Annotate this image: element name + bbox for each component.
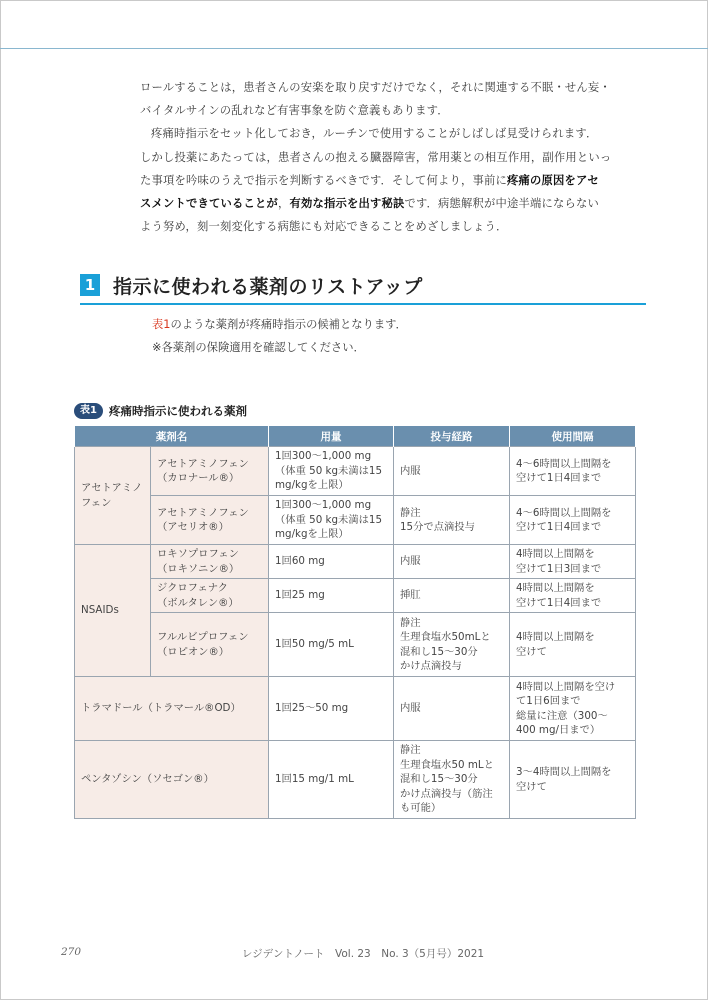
dose	[269, 579, 394, 613]
table-row	[75, 677, 636, 741]
cell-text: ジクロフェナク （ボルタレン®）	[157, 582, 239, 609]
drug-name	[151, 613, 269, 677]
table-caption	[74, 402, 247, 420]
interval	[510, 613, 636, 677]
group-label: アセトアミノフェン	[81, 482, 143, 509]
cell-text: 3～4時間以上間隔を 空けて	[516, 766, 612, 793]
cell-text: 内服	[400, 702, 421, 715]
table-row	[75, 579, 636, 613]
lead-line	[152, 313, 407, 336]
cell-text: フルルビプロフェン （ロピオン®）	[157, 631, 249, 658]
emphasis-text: 有効な指示を出す秘訣	[289, 197, 405, 211]
paragraph-line	[140, 169, 650, 192]
journal-info: レジデントノート Vol. 23 No. 3（5月号）2021	[241, 948, 485, 960]
drug-name	[151, 496, 269, 545]
section-title: 指示に使われる薬剤のリストアップ	[113, 276, 423, 298]
cell-text: 静注 15分で点滴投与	[400, 506, 475, 533]
lead-line-rest: のような薬剤が疼痛時指示の候補となります．	[170, 318, 407, 331]
table-caption-title: 疼痛時指示に使われる薬剤	[108, 404, 247, 418]
table-row	[75, 496, 636, 545]
route	[394, 447, 510, 496]
route	[394, 545, 510, 579]
cell-text: 1回60 mg	[275, 555, 325, 568]
page-number: 270	[61, 946, 82, 958]
drug-name	[151, 579, 269, 613]
table-row	[75, 545, 636, 579]
header-interval: 使用間隔	[510, 426, 636, 447]
interval	[510, 447, 636, 496]
table-badge: 表1	[74, 403, 103, 419]
cell-text: 1回300～1,000 mg （体重 50 kg未満は15 mg/kgを上限）	[275, 450, 383, 492]
dose	[269, 613, 394, 677]
emphasis-text: スメントできていることが	[140, 197, 278, 211]
drug-table	[74, 426, 636, 819]
text-run: です．病態解釈が中途半端にならない	[404, 197, 599, 211]
dose	[269, 545, 394, 579]
table-row	[75, 447, 636, 496]
cell-text: 4時間以上間隔を空け て1日6回まで 総量に注意（300～ 400 mg/日まで）	[516, 680, 616, 736]
table-header-row	[75, 426, 636, 447]
group-nsaids	[75, 545, 151, 677]
drug-name	[151, 447, 269, 496]
group-acetaminophen	[75, 447, 151, 545]
text-run: ，	[277, 197, 290, 211]
cell-text: トラマドール（トラマール®OD）	[81, 702, 241, 715]
table-row	[75, 613, 636, 677]
section-number: 1	[80, 274, 100, 296]
cell-text: アセトアミノフェン （アセリオ®）	[157, 506, 249, 533]
group-label: NSAIDs	[81, 604, 119, 617]
section-heading	[80, 271, 646, 305]
cell-text: 1回25～50 mg	[275, 702, 349, 715]
cell-text: ロキソプロフェン （ロキソニン®）	[157, 548, 240, 575]
cell-text: 1回25 mg	[275, 589, 325, 602]
paragraph-line: 疼痛時指示をセット化しておき，ルーチンで使用することがしばしば見受けられます．	[151, 127, 598, 141]
cell-text: 4～6時間以上間隔を 空けて1日4回まで	[516, 457, 612, 484]
cell-text: 4時間以上間隔を 空けて1日4回まで	[516, 582, 602, 609]
paragraph-line: よう努め，刻一刻変化する病態にも対応できることをめざしましょう．	[140, 220, 508, 234]
route	[394, 741, 510, 819]
interval	[510, 677, 636, 741]
cell-text: 1回300～1,000 mg （体重 50 kg未満は15 mg/kgを上限）	[275, 499, 383, 541]
route	[394, 613, 510, 677]
dose	[269, 496, 394, 545]
cell-text: 静注 生理食塩水50 mLと 混和し15～30分 かけ点滴投与（筋注 も可能）	[400, 744, 494, 815]
insurance-note: ※各薬剤の保険適用を確認してください．	[152, 341, 365, 354]
paragraph-line	[140, 192, 650, 215]
cell-text: 4時間以上間隔を 空けて1日3回まで	[516, 548, 602, 575]
lead-text	[152, 313, 407, 359]
header-drug-name: 薬剤名	[75, 426, 269, 447]
table-row	[75, 741, 636, 819]
paragraph-line: しかし投薬にあたっては，患者さんの抱える臓器障害，常用薬との相互作用，副作用といっ	[140, 150, 612, 164]
cell-text: 挿肛	[400, 589, 421, 602]
dose	[269, 741, 394, 819]
route	[394, 677, 510, 741]
route	[394, 579, 510, 613]
cell-text: 内服	[400, 555, 421, 568]
interval	[510, 496, 636, 545]
paragraph-line: バイタルサインの乱れなど有害事象を防ぐ意義もあります．	[140, 104, 449, 118]
emphasis-text: 疼痛の原因をアセ	[507, 173, 599, 187]
header-route: 投与経路	[394, 426, 510, 447]
drug-name	[75, 741, 269, 819]
cell-text: 静注 生理食塩水50mLと 混和し15～30分 かけ点滴投与	[400, 616, 491, 672]
drug-name	[151, 545, 269, 579]
cell-text: 内服	[400, 464, 421, 477]
body-text	[140, 76, 650, 238]
cell-text: アセトアミノフェン （カロナール®）	[157, 457, 249, 484]
drug-name	[75, 677, 269, 741]
dose	[269, 677, 394, 741]
cell-text: 4時間以上間隔を 空けて	[516, 631, 595, 658]
cell-text: 1回15 mg/1 mL	[275, 773, 354, 786]
paragraph-line: ロールすることは，患者さんの安楽を取り戻すだけでなく，それに関連する不眠・せん妄・	[140, 81, 611, 94]
text-run: た事項を吟味のうえで指示を判断するべきです．そして何より，事前に	[140, 173, 507, 187]
dose	[269, 447, 394, 496]
header-rule	[0, 48, 708, 49]
cell-text: ペンタゾシン（ソセゴン®）	[81, 773, 214, 786]
header-dose: 用量	[269, 426, 394, 447]
cell-text: 4～6時間以上間隔を 空けて1日4回まで	[516, 506, 612, 533]
table-reference-link[interactable]: 表1	[152, 318, 171, 331]
interval	[510, 741, 636, 819]
cell-text: 1回50 mg/5 mL	[275, 638, 354, 651]
interval	[510, 579, 636, 613]
interval	[510, 545, 636, 579]
route	[394, 496, 510, 545]
